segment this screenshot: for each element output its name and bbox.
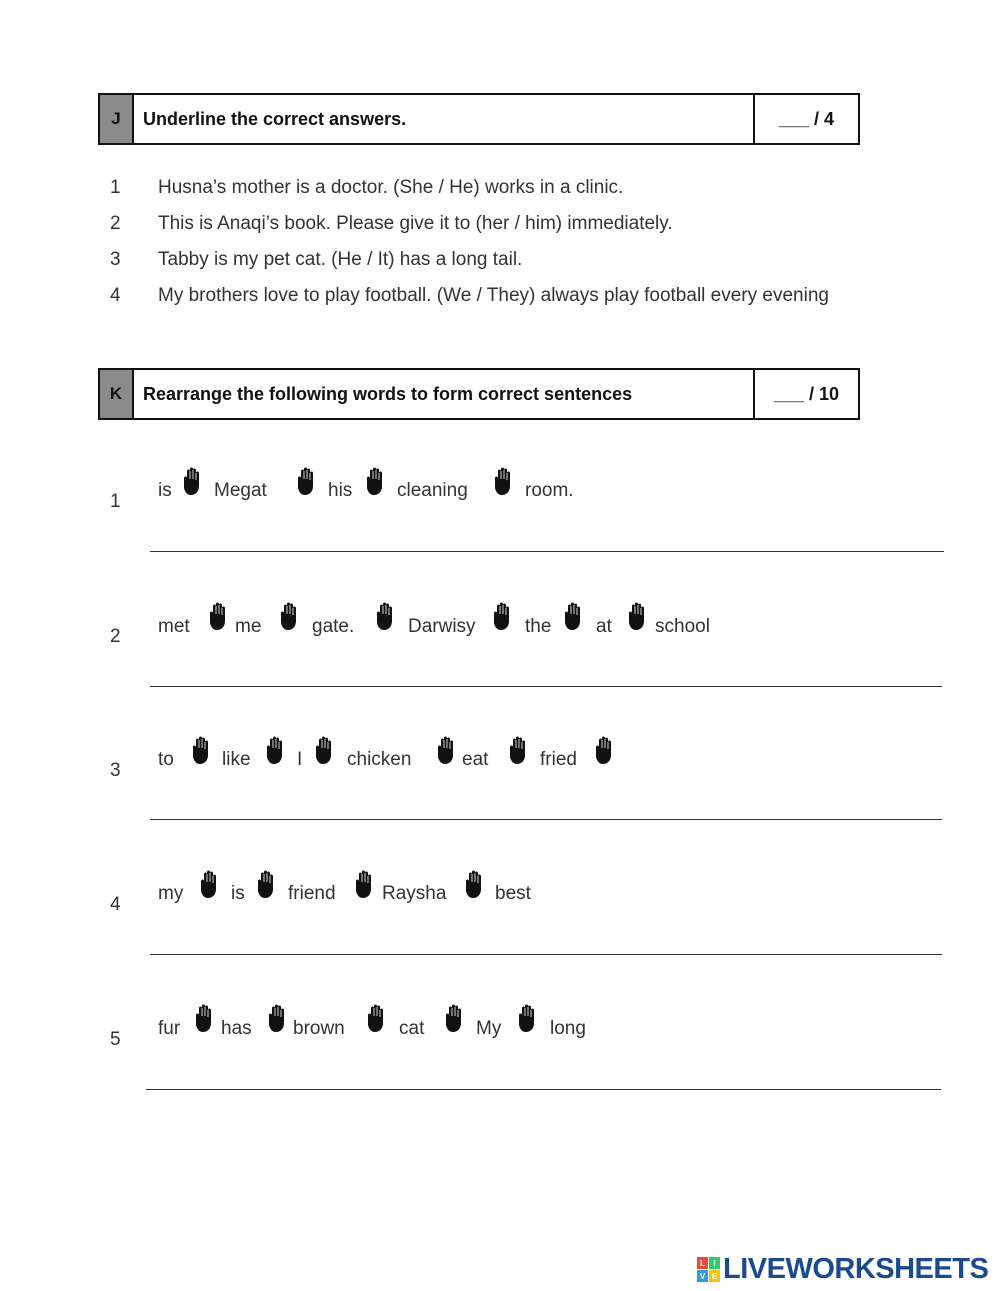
word-tile[interactable]: eat bbox=[462, 749, 489, 770]
answer-line[interactable] bbox=[146, 1089, 941, 1090]
word-tile[interactable]: the bbox=[525, 616, 552, 637]
word-tile[interactable]: room. bbox=[525, 480, 574, 501]
k-question-number: 1 bbox=[110, 491, 121, 512]
hand-icon[interactable] bbox=[181, 466, 203, 496]
hand-icon[interactable] bbox=[198, 869, 220, 899]
logo-tile: I bbox=[709, 1257, 720, 1269]
j-question-number: 1 bbox=[110, 177, 121, 198]
k-question-number: 5 bbox=[110, 1029, 121, 1050]
word-tile[interactable]: at bbox=[596, 616, 612, 637]
hand-icon[interactable] bbox=[313, 735, 335, 765]
word-tile[interactable]: I bbox=[297, 749, 303, 770]
j-question-number: 4 bbox=[110, 285, 121, 306]
hand-icon[interactable] bbox=[193, 1003, 215, 1033]
word-tile[interactable]: fried bbox=[540, 749, 577, 770]
liveworksheets-logo bbox=[697, 1253, 988, 1286]
logo-tile: V bbox=[697, 1270, 708, 1282]
word-tile[interactable]: Raysha bbox=[382, 883, 447, 904]
k-question-number: 4 bbox=[110, 894, 121, 915]
k-question-number: 3 bbox=[110, 760, 121, 781]
section-j-title: Underline the correct answers. bbox=[143, 108, 407, 129]
answer-line[interactable] bbox=[150, 819, 942, 820]
word-tile[interactable]: My bbox=[476, 1018, 502, 1039]
word-tile[interactable]: Darwisy bbox=[408, 616, 476, 637]
logo-tile: L bbox=[697, 1257, 708, 1269]
word-tile[interactable]: fur bbox=[158, 1018, 181, 1039]
hand-icon[interactable] bbox=[264, 735, 286, 765]
hand-icon[interactable] bbox=[626, 601, 648, 631]
section-j-score: ___ / 4 bbox=[753, 95, 858, 143]
hand-icon[interactable] bbox=[365, 1003, 387, 1033]
word-tile[interactable]: met bbox=[158, 616, 190, 637]
hand-icon[interactable] bbox=[562, 601, 584, 631]
word-tile[interactable]: like bbox=[222, 749, 251, 770]
k-question-number: 2 bbox=[110, 626, 121, 647]
word-tile[interactable]: long bbox=[550, 1018, 586, 1039]
word-tile[interactable]: has bbox=[221, 1018, 252, 1039]
hand-icon[interactable] bbox=[190, 735, 212, 765]
hand-icon[interactable] bbox=[278, 601, 300, 631]
answer-line[interactable] bbox=[150, 686, 942, 687]
word-tile[interactable]: Megat bbox=[214, 480, 267, 501]
hand-icon[interactable] bbox=[516, 1003, 538, 1033]
j-question-number: 2 bbox=[110, 213, 121, 234]
j-question-text[interactable]: Husna’s mother is a doctor. (She / He) works in a clinic. bbox=[158, 177, 624, 198]
hand-icon[interactable] bbox=[364, 466, 386, 496]
word-tile[interactable]: best bbox=[495, 883, 531, 904]
hand-icon[interactable] bbox=[463, 869, 485, 899]
logo-tiles bbox=[697, 1257, 720, 1282]
hand-icon[interactable] bbox=[491, 601, 513, 631]
hand-icon[interactable] bbox=[353, 869, 375, 899]
section-j-letter: J bbox=[100, 95, 134, 143]
word-tile[interactable]: chicken bbox=[347, 749, 412, 770]
word-tile[interactable]: his bbox=[328, 480, 353, 501]
word-tile[interactable]: brown bbox=[293, 1018, 345, 1039]
j-question-text[interactable]: This is Anaqi’s book. Please give it to (her / him) immediately. bbox=[158, 213, 673, 234]
word-tile[interactable]: is bbox=[231, 883, 245, 904]
word-tile[interactable]: cat bbox=[399, 1018, 425, 1039]
hand-icon[interactable] bbox=[443, 1003, 465, 1033]
hand-icon[interactable] bbox=[593, 735, 615, 765]
word-tile[interactable]: to bbox=[158, 749, 174, 770]
word-tile[interactable]: me bbox=[235, 616, 262, 637]
section-j-header bbox=[98, 93, 860, 145]
section-k-title: Rearrange the following words to form correct sentences bbox=[143, 383, 633, 404]
hand-icon[interactable] bbox=[435, 735, 457, 765]
logo-tile: E bbox=[709, 1270, 720, 1282]
hand-icon[interactable] bbox=[207, 601, 229, 631]
word-tile[interactable]: friend bbox=[288, 883, 336, 904]
word-tile[interactable]: gate. bbox=[312, 616, 355, 637]
logo-text: LIVEWORKSHEETS bbox=[723, 1253, 989, 1285]
hand-icon[interactable] bbox=[374, 601, 396, 631]
word-tile[interactable]: cleaning bbox=[397, 480, 468, 501]
word-tile[interactable]: my bbox=[158, 883, 184, 904]
word-tile[interactable]: is bbox=[158, 480, 172, 501]
hand-icon[interactable] bbox=[255, 869, 277, 899]
hand-icon[interactable] bbox=[295, 466, 317, 496]
answer-line[interactable] bbox=[150, 551, 944, 552]
answer-line[interactable] bbox=[150, 954, 942, 955]
j-question-text[interactable]: My brothers love to play football. (We / They) always play football every evening bbox=[158, 285, 829, 306]
j-question-text[interactable]: Tabby is my pet cat. (He / It) has a long tail. bbox=[158, 249, 523, 270]
word-tile[interactable]: school bbox=[655, 616, 710, 637]
section-k-header bbox=[98, 368, 860, 420]
hand-icon[interactable] bbox=[266, 1003, 288, 1033]
hand-icon[interactable] bbox=[507, 735, 529, 765]
j-question-number: 3 bbox=[110, 249, 121, 270]
section-k-score: ___ / 10 bbox=[753, 370, 858, 418]
hand-icon[interactable] bbox=[492, 466, 514, 496]
section-k-letter: K bbox=[100, 370, 134, 418]
